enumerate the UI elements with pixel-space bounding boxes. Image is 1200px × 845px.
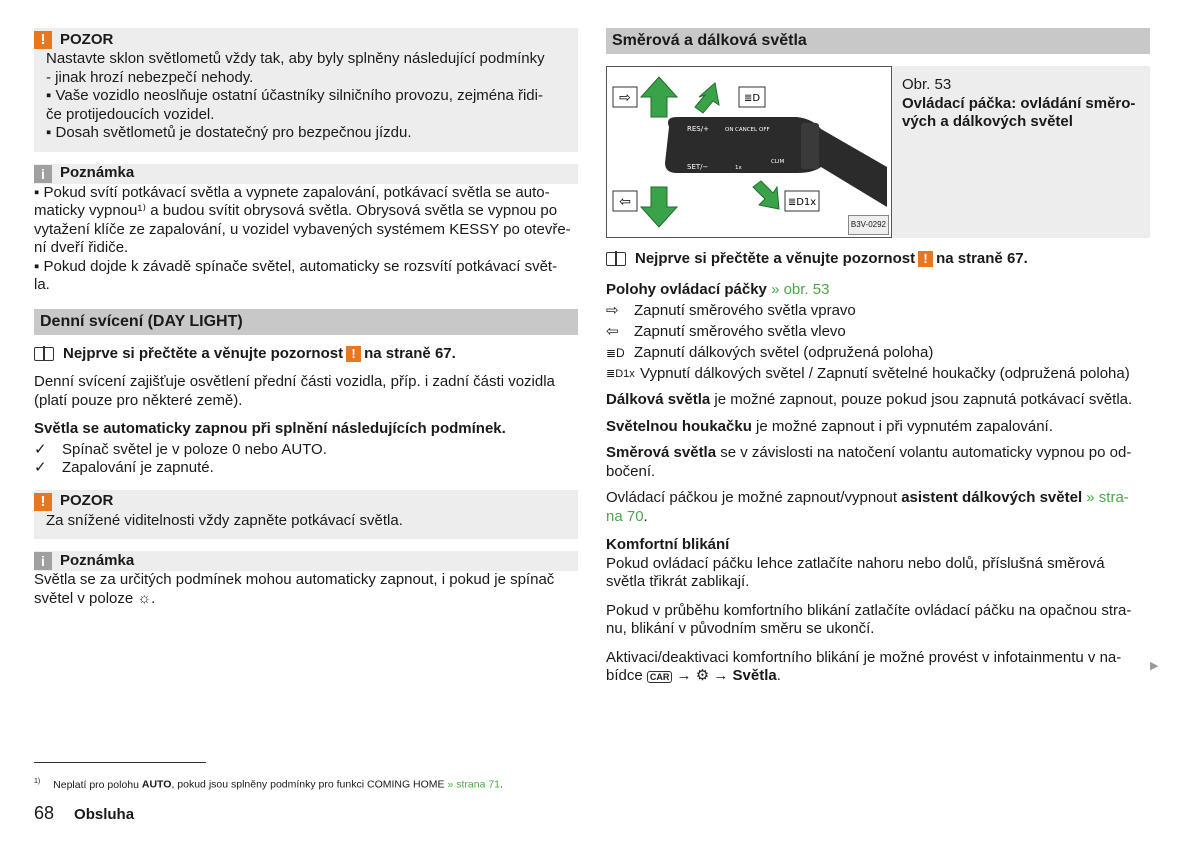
footnote-divider	[34, 762, 206, 763]
note-line: maticky vypnou¹⁾ a budou svítit obrysová světla. Obrysová světla se vypnou po	[34, 202, 558, 219]
high-beam-icon: ≣D	[743, 93, 761, 104]
figure-title-line: vých a dálkových světel	[902, 113, 1073, 130]
right-arrow-icon: ⇨	[606, 302, 619, 320]
list-item-text: Zapnutí směrového světla vlevo	[634, 323, 846, 341]
car-button-icon: CAR	[647, 671, 673, 683]
section-name: Obsluha	[74, 806, 135, 823]
left-column	[34, 28, 578, 608]
check-icon: ✓	[34, 459, 47, 476]
right-column	[606, 28, 1150, 687]
warning-icon: !	[34, 493, 52, 511]
read-first-text: Nejprve si přečtěte a věnujte pozornost	[63, 344, 344, 362]
right-arrow-icon: ⇨	[619, 90, 631, 106]
stalk-label: RES/+	[687, 125, 709, 133]
list-item-text: Spínač světel je v poloze 0 nebo AUTO.	[62, 440, 327, 458]
flash-icon: ≣D1x	[606, 368, 635, 381]
stalk-label: ON	[725, 127, 734, 133]
note-line: ▪ Pokud dojde k závadě spínače světel, automaticky se rozsvítí potkávací svět-	[34, 257, 558, 275]
paragraph-text: bídce	[606, 667, 647, 684]
left-arrow-icon: ⇦	[619, 194, 631, 210]
note-line: la.	[34, 276, 50, 293]
section-heading-daylight: Denní svícení (DAY LIGHT)	[34, 309, 578, 335]
list-item-text: Zapnutí dálkových světel (odpružená poloha)	[634, 344, 934, 362]
positions-list	[606, 301, 1150, 385]
list-item-text: Vypnutí dálkových světel / Zapnutí světelné houkačky (odpružená poloha)	[640, 365, 1130, 383]
page-reference-link[interactable]: » strana 71	[447, 778, 501, 791]
settings-gear-icon: ⚙	[695, 667, 710, 684]
warning-box-1	[34, 28, 578, 152]
read-first-link[interactable]: na straně 67.	[364, 344, 456, 362]
warning-line: - jinak hrozí nebezpečí nehody.	[46, 68, 254, 86]
comfort-line: světla třikrát zablikají.	[606, 573, 750, 590]
paragraph-text: je možné zapnout i při vypnutém zapalování.	[751, 417, 1053, 435]
conditions-heading: Světla se automaticky zapnou při splnění následujících podmínek.	[34, 420, 506, 437]
figure-caption	[892, 66, 1145, 238]
note-line: Světla se za určitých podmínek mohou automaticky zapnout, i pokud je spínač	[34, 571, 555, 588]
paragraph-text: Ovládací páčkou je možné zapnout/vypnout	[606, 489, 902, 506]
arrow: →	[672, 667, 696, 684]
paragraph-text: se v závislosti na natočení volantu automaticky vypnou po od-	[716, 444, 1132, 461]
arrow: →	[709, 667, 733, 684]
list-item	[606, 301, 1150, 322]
high-beam-icon: ≣D	[606, 346, 625, 361]
term: Světelnou houkačku	[606, 417, 752, 435]
paragraph-line: Aktivaci/deaktivaci komfortního blikání je možné provést v infotainmentu v na-	[606, 648, 1122, 666]
flash-icon: ≣D1x	[787, 197, 817, 208]
warning-line: Nastavte sklon světlometů vždy tak, aby byly splněny následující podmínky	[46, 50, 545, 67]
term: Dálková světla	[606, 391, 711, 408]
menu-item-name: Světla	[732, 667, 777, 684]
info-icon: i	[34, 165, 52, 183]
page-reference-link[interactable]: na 70	[606, 507, 644, 525]
note-title: Poznámka	[60, 164, 135, 182]
warning-text	[46, 50, 566, 143]
warning-line: ▪ Dosah světlometů je dostatečný pro bezpečnou jízdu.	[46, 124, 412, 141]
warning-line: ▪ Vaše vozidlo neoslňuje ostatní účastníky silničního provozu, zejména řidi-	[46, 87, 543, 104]
figure-title-line: Ovládací páčka: ovládání směro-	[902, 94, 1136, 112]
stalk-label: OFF	[759, 127, 770, 133]
warning-title: POZOR	[60, 30, 114, 48]
figure-code: B3V-0292	[848, 215, 889, 236]
page-reference-link[interactable]: » stra-	[1082, 489, 1129, 506]
note-header	[34, 551, 578, 571]
list-item	[606, 322, 1150, 343]
read-first-link[interactable]: na straně 67.	[936, 250, 1028, 267]
read-first-notice	[606, 250, 1150, 269]
info-icon: i	[34, 552, 52, 570]
stalk-label: 1x	[735, 165, 742, 171]
list-item	[34, 441, 578, 460]
book-icon	[606, 252, 626, 266]
paragraph-line: Denní svícení zajišťuje osvětlení přední části vozidla, příp. i zadní části vozidla	[34, 373, 555, 390]
note-title: Poznámka	[60, 551, 135, 569]
positions-heading-text: Polohy ovládací páčky	[606, 280, 767, 298]
list-item	[606, 343, 1150, 364]
page-number: 68	[34, 803, 55, 823]
footnote-text: , pokud jsou splněny podmínky pro funkci COMING HOME	[171, 778, 448, 791]
positions-heading	[606, 281, 1150, 300]
read-first-text: Nejprve si přečtěte a věnujte pozornost	[635, 250, 916, 267]
note-text	[34, 571, 578, 608]
warning-icon: !	[346, 346, 361, 362]
warning-box-2	[34, 490, 578, 540]
note-box-1	[34, 164, 578, 295]
section-heading-turn-signals: Směrová a dálková světla	[606, 28, 1150, 54]
warning-title: POZOR	[60, 492, 114, 510]
check-icon: ✓	[34, 440, 47, 458]
term: asistent dálkových světel	[901, 489, 1083, 506]
stalk-label: CLIM	[771, 159, 785, 165]
book-icon	[34, 347, 54, 361]
note-line: ▪ Pokud svítí potkávací světla a vypnete zapalování, potkávací světla se auto-	[34, 183, 550, 201]
list-item	[606, 364, 1150, 385]
paragraph	[606, 602, 1150, 639]
note-line: ní dveří řidiče.	[34, 239, 129, 256]
comfort-heading: Komfortní blikání	[606, 536, 730, 553]
conditions-list	[34, 441, 578, 478]
warning-line: če protijedoucích vozidel.	[46, 105, 215, 123]
paragraph	[606, 489, 1150, 526]
note-header	[34, 164, 578, 184]
auto-symbol: AUTO	[141, 778, 172, 791]
note-line: vytažení klíče ze zapalování, u vozidel vybavených systémem KESSY po otevře-	[34, 220, 571, 238]
paragraph-line: nu, blikání v původním směru se ukončí.	[606, 620, 875, 637]
left-arrow-icon: ⇦	[606, 323, 619, 341]
paragraph-text: .	[643, 507, 648, 525]
warning-text: Za snížené viditelnosti vždy zapněte potkávací světla.	[46, 511, 403, 529]
warning-header	[34, 30, 566, 50]
paragraph	[606, 418, 1150, 437]
paragraph-line: Pokud v průběhu komfortního blikání zatlačíte ovládací páčku na opačnou stra-	[606, 601, 1132, 619]
footnote-mark: 1)	[34, 778, 41, 785]
stalk-label: CANCEL	[735, 127, 758, 133]
note-line: světel v poloze ☼.	[34, 589, 156, 607]
continue-arrow-icon: ▶	[1150, 660, 1159, 672]
paragraph	[606, 444, 1150, 481]
comfort-line: Pokud ovládací páčku lehce zatlačíte nahoru nebo dolů, příslušná směrová	[606, 554, 1105, 572]
warning-icon: !	[918, 251, 933, 267]
light-stalk-illustration	[607, 67, 891, 237]
list-item	[34, 459, 578, 478]
paragraph-text: bočení.	[606, 462, 656, 480]
figure-53	[606, 66, 1150, 238]
list-item-text: Zapalování je zapnuté.	[62, 459, 214, 476]
footnote-text: Neplatí pro polohu	[53, 778, 142, 791]
paragraph-text: .	[776, 667, 781, 684]
footnote-text: .	[500, 778, 503, 791]
stalk-label: SET/−	[687, 163, 709, 171]
stalk-figure	[606, 66, 892, 238]
read-first-notice	[34, 345, 578, 364]
figure-reference-link[interactable]: » obr. 53	[771, 280, 830, 298]
paragraph-line: (platí pouze pro některé země).	[34, 391, 243, 409]
term: Směrová světla	[606, 444, 717, 461]
note-box-2	[34, 551, 578, 608]
page-footer	[34, 804, 134, 825]
warning-header	[34, 492, 566, 512]
paragraph	[606, 391, 1150, 410]
warning-icon: !	[34, 31, 52, 49]
list-item-text: Zapnutí směrového světla vpravo	[634, 302, 856, 320]
note-text	[34, 184, 578, 295]
paragraph	[606, 649, 1150, 687]
figure-number: Obr. 53	[902, 76, 952, 93]
paragraph-text: je možné zapnout, pouze pokud jsou zapnutá potkávací světla.	[710, 391, 1133, 408]
daylight-paragraph	[34, 373, 578, 410]
footnote	[34, 773, 503, 794]
